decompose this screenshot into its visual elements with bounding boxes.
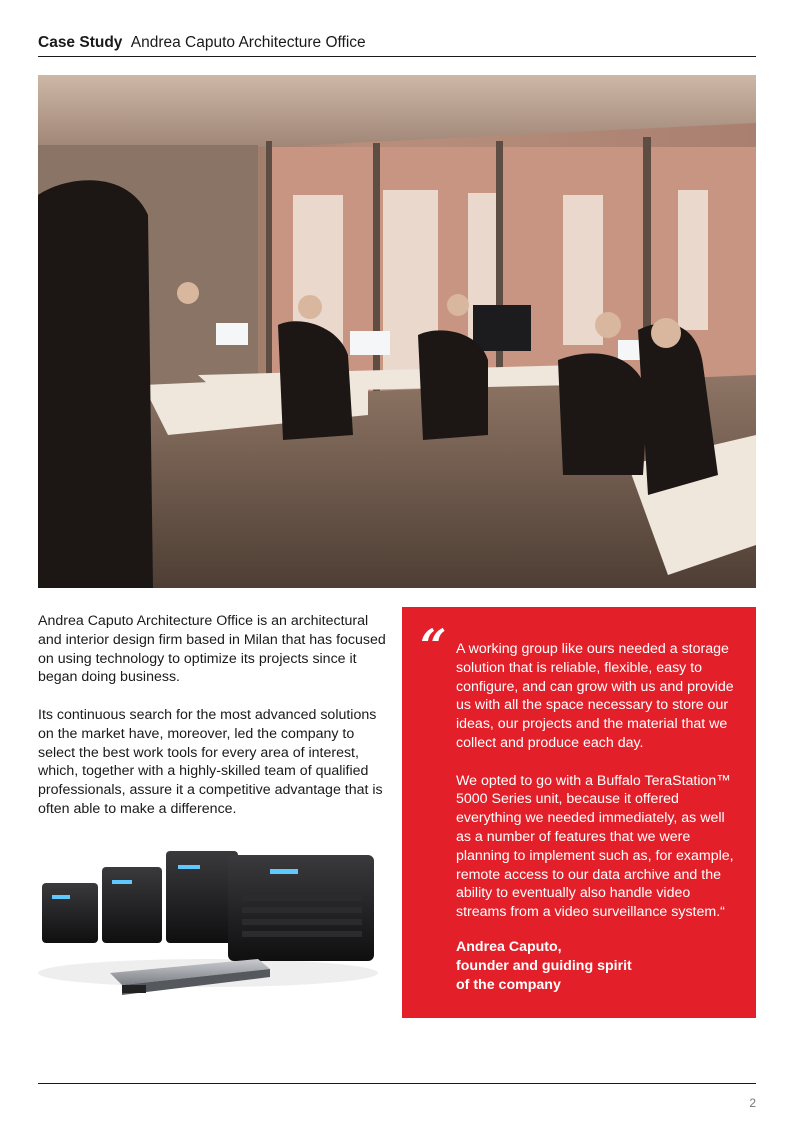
page-header — [38, 34, 756, 57]
intro-paragraph: Its continuous search for the most advanced solutions on the market have, moreover, led the company to select the best work tools for every area of interest, which, together with a highly-skilled team of qualified professionals, assure it a competitive advantage that is often able to make a difference. — [38, 706, 383, 817]
office-photo — [38, 75, 756, 588]
page-number: 2 — [749, 1096, 756, 1110]
author-line: of the company — [456, 976, 561, 993]
testimonial-box — [402, 607, 756, 1018]
testimonial-text — [456, 640, 738, 922]
intro-paragraph: Andrea Caputo Architecture Office is an architectural and interior design firm based in Milan that has focused on using technology to optimize its projects since it began doing business. — [38, 613, 386, 686]
testimonial-paragraph: A working group like ours needed a storage solution that is reliable, flexible, easy to configure, and can grow with us and provide us with all the space necessary to store our ideas, our projects and the material that we collect and produce each day. — [456, 641, 734, 751]
testimonial-author — [456, 938, 738, 994]
testimonial-paragraph: We opted to go with a Buffalo TeraStation™ 5000 Series unit, because it offered everything we needed immediately, as well as a number of features that we were planning to implement such as, for example, remote access to our data archive and the ability to eventually also handle video streams from a video surveillance system.“ — [456, 772, 734, 921]
intro-text — [38, 612, 394, 819]
quote-mark-icon: “ — [420, 619, 447, 673]
header-label: Case Study — [38, 34, 123, 51]
product-image — [38, 845, 378, 1025]
author-line: Andrea Caputo, — [456, 939, 562, 955]
footer-divider — [38, 1083, 756, 1084]
author-line: founder and guiding spirit — [456, 957, 632, 974]
header-subject: Andrea Caputo Architecture Office — [130, 34, 366, 51]
